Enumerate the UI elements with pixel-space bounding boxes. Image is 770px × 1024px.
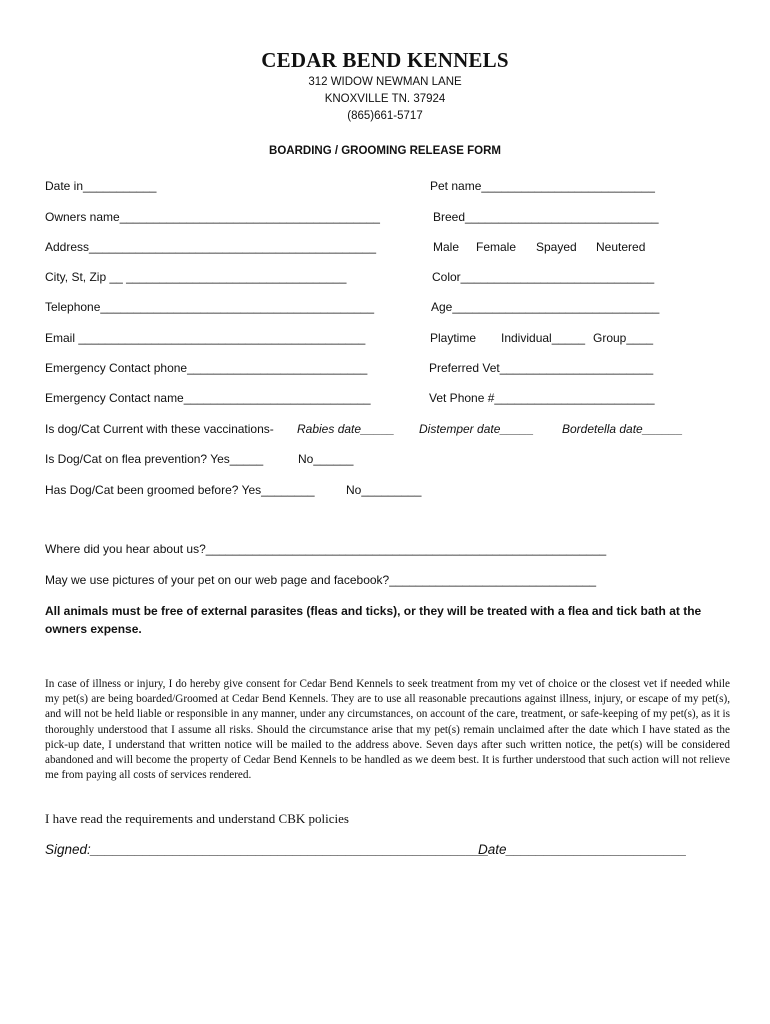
address-line-1: 312 WIDOW NEWMAN LANE bbox=[308, 76, 462, 88]
playtime-individual-field[interactable]: Individual_____ bbox=[501, 331, 586, 345]
signature-field[interactable]: Signed:_____________________________________________________ bbox=[45, 842, 489, 857]
business-name: CEDAR BEND KENNELS bbox=[261, 48, 509, 72]
date-in-field[interactable]: Date in___________ bbox=[45, 179, 157, 193]
emergency-contact-phone-field[interactable]: Emergency Contact phone___________________________ bbox=[45, 361, 368, 375]
flea-prevention-no-field[interactable]: No______ bbox=[298, 452, 354, 466]
sex-option-male[interactable]: Male bbox=[433, 240, 460, 254]
bordetella-date-field[interactable]: Bordetella date______ bbox=[562, 422, 683, 436]
sex-option-spayed[interactable]: Spayed bbox=[536, 240, 577, 254]
groomed-before-yes-field[interactable]: Has Dog/Cat been groomed before? Yes________ bbox=[45, 483, 315, 497]
sex-option-female[interactable]: Female bbox=[476, 240, 517, 254]
where-heard-field[interactable]: Where did you hear about us?____________________________________________________________ bbox=[45, 542, 607, 556]
flea-prevention-yes-field[interactable]: Is Dog/Cat on flea prevention? Yes_____ bbox=[45, 452, 264, 466]
city-state-zip-field[interactable]: City, St, Zip __ _________________________________ bbox=[45, 270, 347, 284]
rabies-date-field[interactable]: Rabies date_____ bbox=[297, 422, 395, 436]
business-phone: (865)661-5717 bbox=[347, 110, 423, 122]
telephone-field[interactable]: Telephone_________________________________________ bbox=[45, 300, 375, 314]
emergency-contact-name-field[interactable]: Emergency Contact name____________________________ bbox=[45, 391, 371, 405]
age-field[interactable]: Age_______________________________ bbox=[431, 300, 660, 314]
parasite-notice: All animals must be free of external parasites (fleas and ticks), or they will be treated with a flea and tick bath at the owners expense. bbox=[45, 604, 702, 636]
pet-name-field[interactable]: Pet name__________________________ bbox=[430, 179, 655, 193]
playtime-group-field[interactable]: Group____ bbox=[593, 331, 654, 345]
owners-name-field[interactable]: Owners name_______________________________________ bbox=[45, 210, 380, 224]
form-title: BOARDING / GROOMING RELEASE FORM bbox=[269, 145, 501, 157]
signature-date-field[interactable]: Date________________________ bbox=[478, 842, 687, 857]
acknowledgement-statement: I have read the requirements and understand CBK policies bbox=[45, 811, 349, 826]
playtime-label: Playtime bbox=[430, 331, 477, 345]
distemper-date-field[interactable]: Distemper date_____ bbox=[419, 422, 534, 436]
preferred-vet-field[interactable]: Preferred Vet_______________________ bbox=[429, 361, 654, 375]
sex-option-neutered[interactable]: Neutered bbox=[596, 240, 646, 254]
pictures-permission-field[interactable]: May we use pictures of your pet on our web page and facebook?_______________________________ bbox=[45, 573, 597, 587]
color-field[interactable]: Color_____________________________ bbox=[432, 270, 655, 284]
vet-phone-field[interactable]: Vet Phone #________________________ bbox=[429, 391, 655, 405]
release-terms: In case of illness or injury, I do hereby give consent for Cedar Bend Kennels to seek treatment from my vet of choice or the closest vet if needed while my pet(s) are being boarded/Groomed at Cedar Bend Kennels. They are to use all reasonable precautions against illness, injury, or escape of my pet(s), and will not be held liable or responsible in any manner, under any circumstances, on account of the care, treatment, or safe-keeping of my pet(s), as it is thoroughly understood that I assume all risks. Should the circumstance arise that my pet(s) remain unclaimed after the date which I have stated as the pick-up date, I understand that written notice will be mailed to the address above. Seven days after such written notice, the pet(s) will be considered abandoned and will become the property of Cedar Bend Kennels to be handled as we deem best. It is further understood that such action will not relieve me from paying all costs of services rendered. bbox=[45, 678, 730, 782]
email-field[interactable]: Email ___________________________________________ bbox=[45, 331, 366, 345]
breed-field[interactable]: Breed_____________________________ bbox=[433, 210, 659, 224]
address-line-2: KNOXVILLE TN. 37924 bbox=[324, 93, 446, 105]
groomed-before-no-field[interactable]: No_________ bbox=[346, 483, 422, 497]
vaccination-question: Is dog/Cat Current with these vaccinations- bbox=[45, 422, 274, 436]
address-field[interactable]: Address___________________________________________ bbox=[45, 240, 376, 254]
